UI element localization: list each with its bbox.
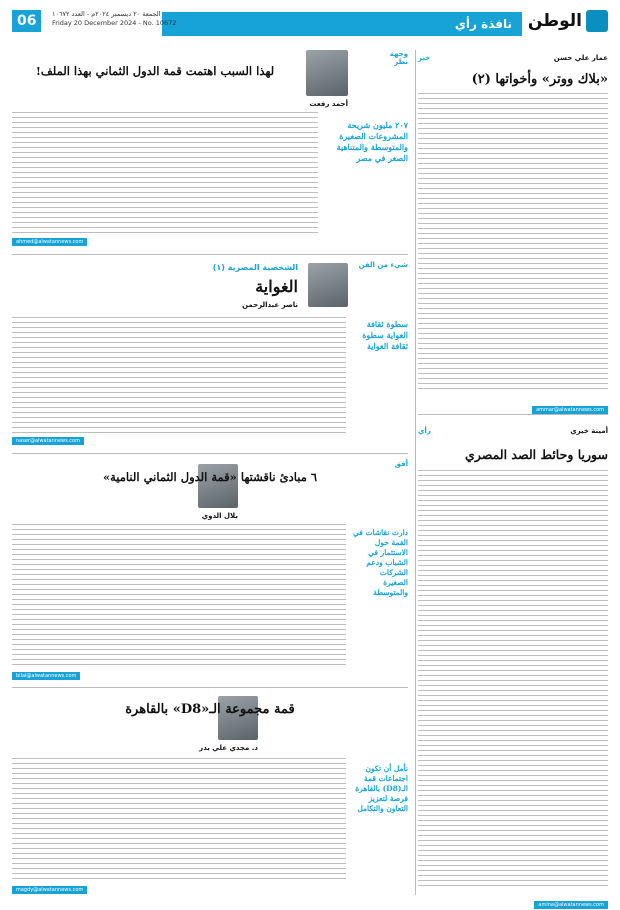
article-magdy <box>12 692 408 897</box>
right-column <box>418 50 608 908</box>
author-email[interactable]: ammar@alwatannews.com <box>532 406 608 414</box>
article-author: بلال الدوي <box>201 512 238 520</box>
article-author: د. مجدي علي بدر <box>199 744 258 752</box>
author-email[interactable]: ahmed@alwatannews.com <box>12 238 87 246</box>
article-body <box>12 317 346 435</box>
logo-mark-icon <box>586 10 608 32</box>
column-divider <box>415 50 416 895</box>
article-headline: «بلاك ووتر» وأخواتها (٢) <box>471 72 608 87</box>
author-email[interactable]: magdy@alwatannews.com <box>12 886 87 894</box>
section-separator <box>12 254 408 255</box>
article-headline: سوريا وحائط الصد المصري <box>465 447 608 462</box>
logo <box>528 10 608 32</box>
article-pullquote: سطوة ثقافة الغواية سطوة ثقافة الغواية <box>362 319 408 351</box>
article-author: أمينة خيري <box>570 427 608 435</box>
section-separator <box>12 687 408 688</box>
date-english: Friday 20 December 2024 - No. 10672 <box>52 19 177 27</box>
article-kicker: رأي <box>418 427 431 435</box>
author-email[interactable]: naser@alwatannews.com <box>12 437 84 445</box>
article-pullquote: ٢٠٧ مليون شريحة المشروعات الصغيرة والمتوسطة والمتناهية الصغر في مصر <box>336 120 408 163</box>
article-body <box>12 758 346 883</box>
article-naser <box>12 259 408 449</box>
article-kicker: خبر <box>418 54 431 62</box>
section-separator <box>12 453 408 454</box>
author-photo <box>306 50 348 96</box>
section-banner <box>162 12 522 36</box>
page-number: 06 <box>12 10 41 32</box>
article-author: ناصر عبدالرحمن <box>242 301 298 309</box>
dateline <box>52 10 176 28</box>
article-kicker: أفق <box>394 460 408 468</box>
article-headline: قمة مجموعة الـ«D8» بالقاهرة <box>125 702 295 717</box>
author-email[interactable]: bilal@alwatannews.com <box>12 672 80 680</box>
article-author: عمار علي حسن <box>553 54 608 62</box>
author-email[interactable]: amina@alwatannews.com <box>534 901 608 909</box>
section-title: نافذة رأي <box>454 17 512 31</box>
article-amina <box>418 419 608 908</box>
masthead <box>12 6 608 42</box>
article-body <box>418 470 608 888</box>
article-headline: لهذا السبب اهتمت قمة الدول الثماني بهذا الملف! <box>35 64 275 78</box>
article-body <box>418 93 608 393</box>
article-body <box>12 524 346 669</box>
logo-text: الوطن <box>527 11 582 31</box>
article-headline: ٦ مبادئ ناقشتها «قمة الدول الثماني النامية» <box>102 470 318 484</box>
date-arabic: الجمعة ٢٠ ديسمبر ٢٠٢٤م - العدد ١٠٦٧٢ <box>52 10 161 18</box>
article-pullquote: نأمل أن تكون اجتماعات قمة الـ(D8) بالقاهرة فرصة لتعزيز التعاون والتكامل <box>355 764 408 813</box>
article-headline: الغواية <box>255 277 298 296</box>
left-area <box>12 50 408 895</box>
article-kicker: وجهة نظر <box>389 50 408 66</box>
article-body <box>12 112 318 237</box>
author-photo <box>308 263 348 307</box>
series-title: الشخصية المصرية (١) <box>212 263 298 272</box>
article-ahmed <box>12 50 408 250</box>
article-kicker: شيء من الفن <box>358 261 408 269</box>
article-author: أحمد رفعت <box>309 100 348 108</box>
article-bilal <box>12 458 408 683</box>
article-ammar <box>418 50 608 413</box>
article-pullquote: دارت نقاشات في القمة حول الاستثمار في الشباب ودعم الشركات الصغيرة والمتوسطة <box>353 528 408 597</box>
